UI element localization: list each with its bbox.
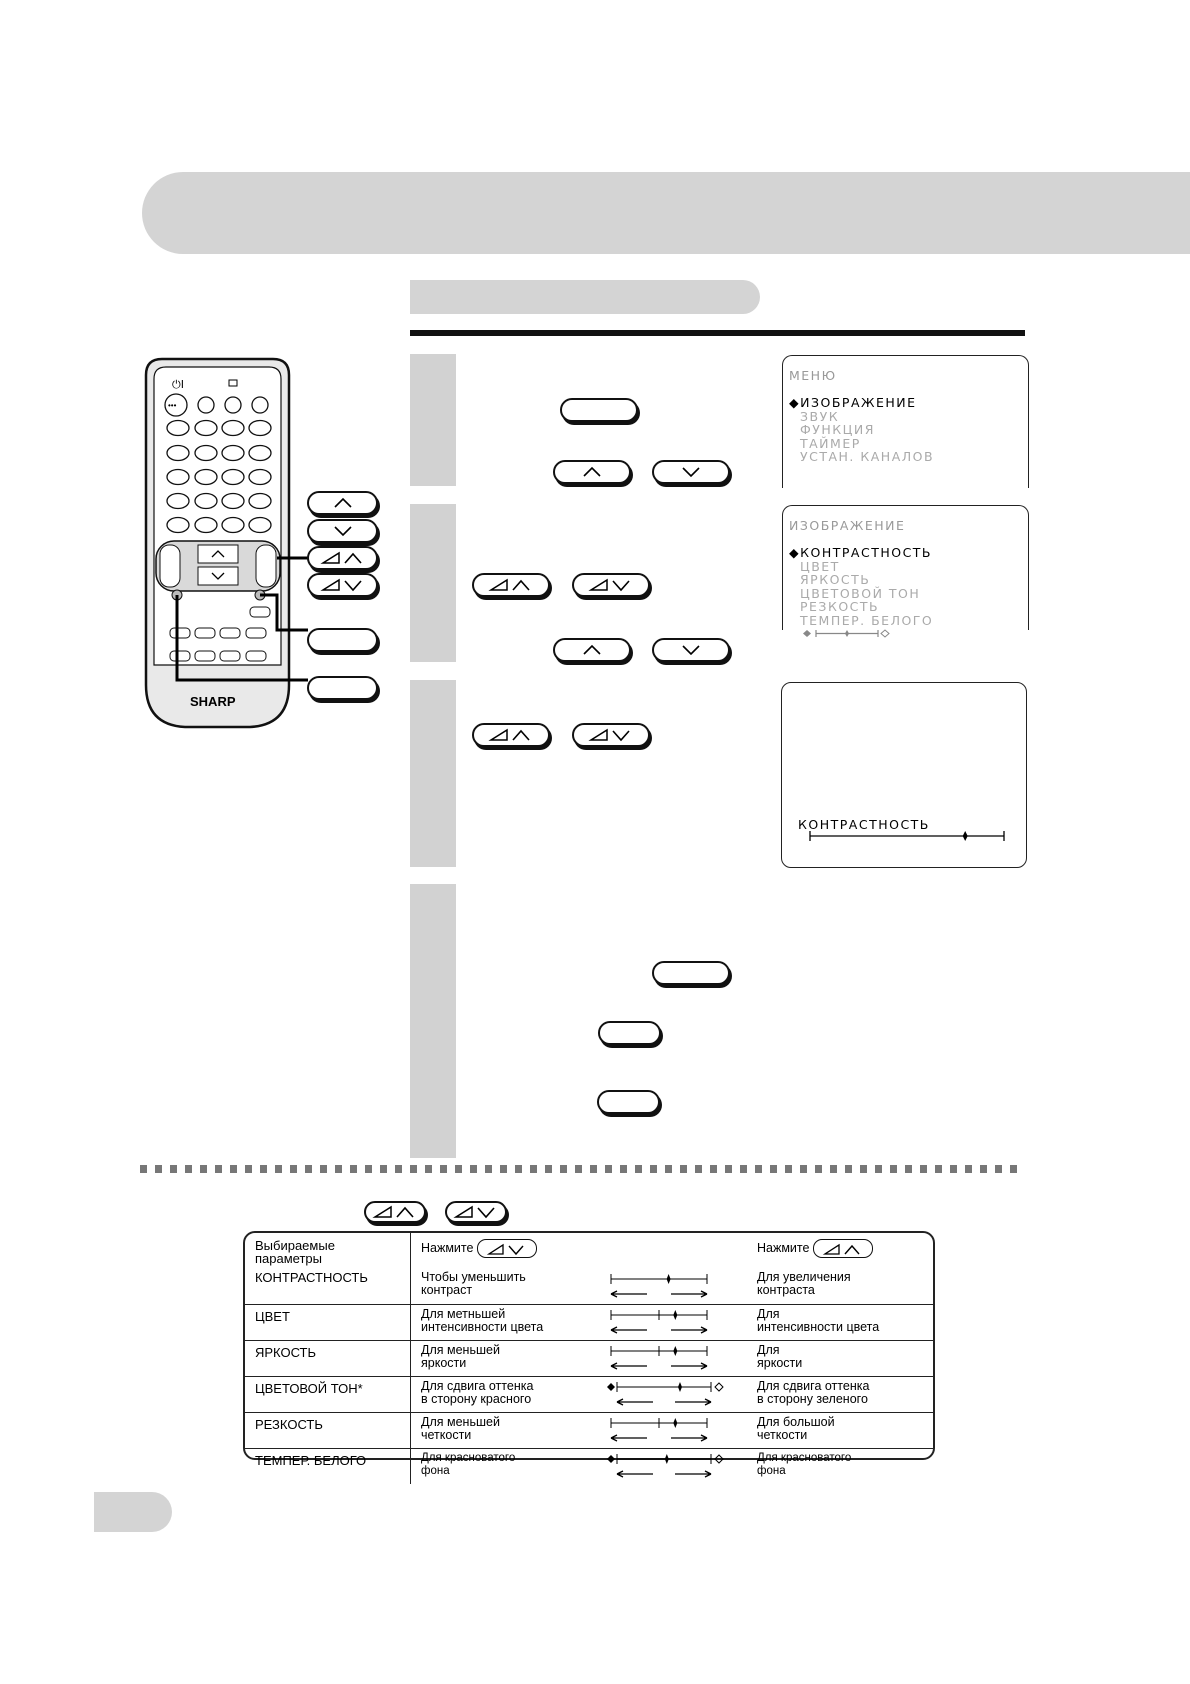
press-vol-up-icon — [813, 1239, 873, 1258]
picture-menu-item[interactable]: ТЕМПЕР. БЕЛОГО — [789, 614, 1028, 641]
menu-item[interactable]: ФУНКЦИЯ — [800, 422, 875, 437]
scale-cell — [601, 1413, 747, 1449]
header-press-left: Нажмите — [411, 1233, 748, 1265]
section-subheading-bar — [410, 280, 760, 314]
picture-menu-title: ИЗОБРАЖЕНИЕ — [789, 518, 906, 533]
svg-text:⏻Ι: ⏻Ι — [172, 378, 184, 391]
scale-diagram-icon — [603, 1451, 739, 1481]
down-button[interactable] — [307, 519, 378, 543]
scale-cell — [601, 1449, 747, 1485]
step2-vol-down-button[interactable] — [572, 573, 650, 597]
step4-button-b[interactable] — [597, 1090, 660, 1114]
increase-desc: Для красноватого фона — [747, 1449, 933, 1485]
increase-desc: Для яркости — [747, 1341, 933, 1377]
decrease-desc: Для метньшей интенсивности цвета — [411, 1305, 602, 1341]
decrease-desc: Для меньшей яркости — [411, 1341, 602, 1377]
page-number-tab — [94, 1492, 172, 1532]
volume-up-button[interactable] — [307, 546, 378, 570]
increase-desc: Для сдвига оттенка в сторону зеленого — [747, 1377, 933, 1413]
step4-menu-button[interactable] — [652, 961, 730, 985]
param-name: ТЕМПЕР. БЕЛОГО — [245, 1449, 411, 1485]
picture-menu-screen — [782, 505, 1029, 630]
param-name: РЕЗКОСТЬ — [245, 1413, 411, 1449]
increase-desc: Для интенсивности цвета — [747, 1305, 933, 1341]
step-1-bar — [410, 354, 456, 486]
remote-brand: SHARP — [190, 694, 236, 709]
title-banner — [142, 172, 1190, 254]
section-rule — [410, 330, 1025, 336]
callout-lines — [140, 480, 320, 710]
picture-menu-item[interactable]: ЯРКОСТЬ — [800, 572, 871, 587]
up-button[interactable] — [307, 491, 378, 515]
table-row — [245, 1377, 933, 1413]
decrease-desc: Для меньшей четкости — [411, 1413, 602, 1449]
parameter-table — [243, 1231, 935, 1477]
adjust-screen — [781, 682, 1027, 868]
table-row — [245, 1305, 933, 1341]
scale-diagram-icon — [603, 1271, 739, 1301]
scale-diagram-icon — [603, 1307, 739, 1337]
step1-menu-button[interactable] — [560, 398, 638, 422]
table-row — [245, 1413, 933, 1449]
white-temp-scale-icon — [800, 628, 890, 639]
step-2-bar — [410, 504, 456, 662]
header-press-right: Нажмите — [747, 1233, 933, 1265]
step-3-bar — [410, 680, 456, 867]
table-row — [245, 1265, 933, 1305]
step2-down-button[interactable] — [652, 638, 730, 662]
adjust-label: КОНТРАСТНОСТЬ — [798, 817, 930, 832]
picture-menu-item[interactable]: ЦВЕТ — [800, 558, 840, 574]
decrease-desc: Для красноватого фона — [411, 1449, 602, 1485]
step1-up-button[interactable] — [553, 460, 631, 484]
step1-down-button[interactable] — [652, 460, 730, 484]
adjust-level-bar — [808, 829, 1008, 843]
end-button-remote[interactable] — [307, 676, 378, 700]
scale-cell — [601, 1305, 747, 1341]
decrease-desc: Для сдвига оттенка в сторону красного — [411, 1377, 602, 1413]
param-name: КОНТРАСТНОСТЬ — [245, 1265, 411, 1305]
menu-item[interactable]: ТАЙМЕР — [800, 435, 861, 451]
picture-menu-item[interactable]: ◆КОНТРАСТНОСТЬ — [789, 545, 933, 560]
menu-button-remote[interactable] — [307, 628, 378, 652]
step3-vol-down-button[interactable] — [572, 723, 650, 747]
decrease-desc: Чтобы уменьшить контраст — [421, 1270, 526, 1297]
header-params: Выбираемые параметры — [245, 1233, 411, 1265]
menu-list — [789, 396, 934, 464]
param-name: ЦВЕТОВОЙ ТОН* — [245, 1377, 411, 1413]
svg-text:•••: ••• — [168, 401, 177, 410]
step3-vol-up-button[interactable] — [472, 723, 550, 747]
dotted-separator — [140, 1165, 1025, 1173]
scale-cell — [601, 1265, 747, 1305]
table-header-row — [245, 1233, 933, 1265]
menu-screen-title: МЕНЮ — [789, 368, 837, 383]
menu-screen — [782, 355, 1029, 488]
menu-item[interactable]: ◆ИЗОБРАЖЕНИЕ — [789, 395, 917, 410]
table-row — [245, 1341, 933, 1377]
increase-desc: Для увеличения контраста — [757, 1270, 851, 1297]
param-name: ЦВЕТ — [245, 1305, 411, 1341]
increase-desc: Для большой четкости — [747, 1413, 933, 1449]
volume-down-button[interactable] — [307, 573, 378, 597]
menu-item[interactable]: УСТАН. КАНАЛОВ — [800, 449, 935, 464]
scale-cell — [601, 1377, 747, 1413]
picture-menu-item[interactable]: РЕЗКОСТЬ — [800, 599, 880, 614]
param-name: ЯРКОСТЬ — [245, 1341, 411, 1377]
note-vol-down-button[interactable] — [445, 1201, 507, 1223]
scale-diagram-icon — [603, 1379, 739, 1409]
step4-button-a[interactable] — [598, 1021, 661, 1045]
press-vol-down-icon — [477, 1239, 537, 1258]
picture-menu-item[interactable]: ЦВЕТОВОЙ ТОН — [800, 585, 921, 601]
scale-diagram-icon — [603, 1343, 739, 1373]
scale-diagram-icon — [603, 1415, 739, 1445]
step2-vol-up-button[interactable] — [472, 573, 550, 597]
step2-up-button[interactable] — [553, 638, 631, 662]
table-row — [245, 1449, 933, 1485]
menu-item[interactable]: ЗВУК — [800, 408, 840, 424]
step-4-bar — [410, 884, 456, 1158]
note-vol-up-button[interactable] — [364, 1201, 426, 1223]
scale-cell — [601, 1341, 747, 1377]
picture-menu-list — [789, 546, 1028, 641]
